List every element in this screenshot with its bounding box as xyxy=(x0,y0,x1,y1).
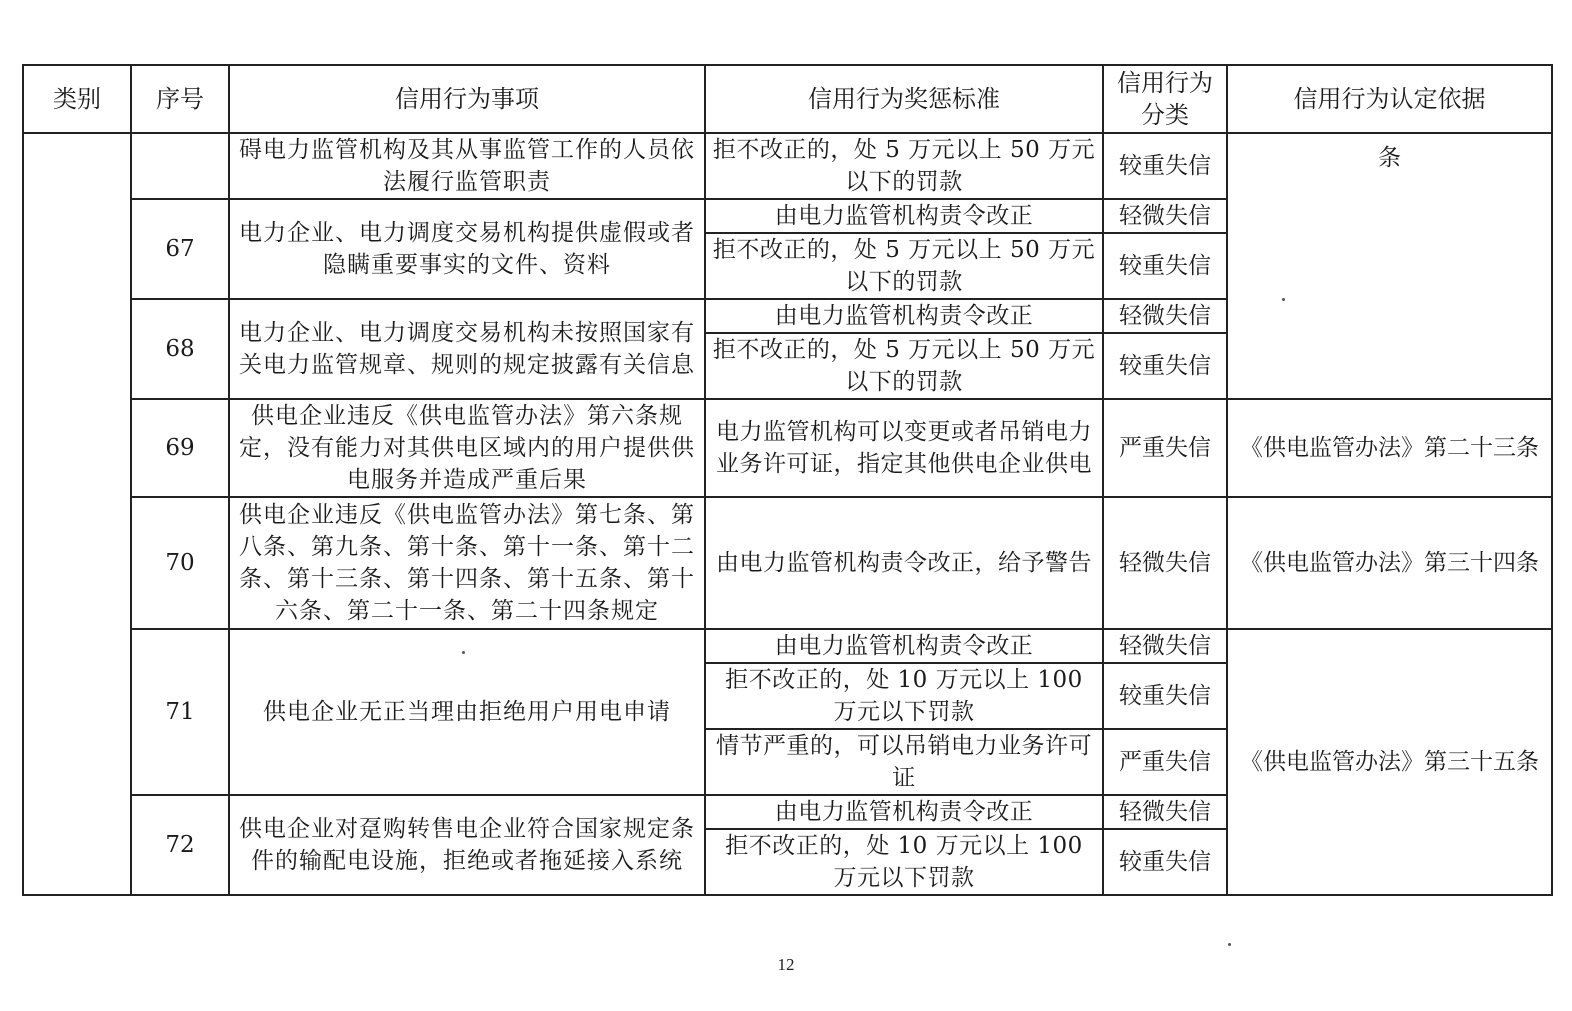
classification-cell: 轻微失信 xyxy=(1103,299,1227,333)
table-row xyxy=(23,497,1552,629)
category-cell xyxy=(23,133,131,895)
matter-cell: 电力企业、电力调度交易机构提供虚假或者隐瞒重要事实的文件、资料 xyxy=(229,199,705,299)
page-number: 12 xyxy=(777,955,795,974)
credit-behavior-table-container xyxy=(22,64,1551,896)
number-cell: 72 xyxy=(131,795,229,895)
basis-cell: 条 xyxy=(1227,133,1552,399)
classification-cell: 较重失信 xyxy=(1103,333,1227,399)
number-cell: 70 xyxy=(131,497,229,629)
header-matter: 信用行为事项 xyxy=(229,65,705,133)
classification-cell: 严重失信 xyxy=(1103,399,1227,497)
standard-cell: 由电力监管机构责令改正 xyxy=(705,199,1103,233)
matter-cell: 供电企业对趸购转售电企业符合国家规定条件的输配电设施，拒绝或者拖延接入系统 xyxy=(229,795,705,895)
standard-cell: 由电力监管机构责令改正，给予警告 xyxy=(705,497,1103,629)
classification-cell: 较重失信 xyxy=(1103,133,1227,199)
table-row xyxy=(23,399,1552,497)
header-classification: 信用行为分类 xyxy=(1103,65,1227,133)
header-basis: 信用行为认定依据 xyxy=(1227,65,1552,133)
number-cell xyxy=(131,133,229,199)
basis-cell: 《供电监管办法》第二十三条 xyxy=(1227,399,1552,497)
number-cell: 68 xyxy=(131,299,229,399)
header-row xyxy=(23,65,1552,133)
scan-speck xyxy=(1228,943,1231,946)
header-number: 序号 xyxy=(131,65,229,133)
classification-cell: 轻微失信 xyxy=(1103,199,1227,233)
classification-cell: 较重失信 xyxy=(1103,663,1227,729)
scan-speck xyxy=(462,651,465,654)
classification-cell: 较重失信 xyxy=(1103,233,1227,299)
standard-cell: 拒不改正的，处 10 万元以上 100 万元以下罚款 xyxy=(705,663,1103,729)
matter-cell: 供电企业违反《供电监管办法》第七条、第八条、第九条、第十条、第十一条、第十二条、第十三条、第十四条、第十五条、第十六条、第二十一条、第二十四条规定 xyxy=(229,497,705,629)
matter-cell: 供电企业无正当理由拒绝用户用电申请 xyxy=(229,629,705,795)
classification-cell: 较重失信 xyxy=(1103,829,1227,895)
number-cell: 71 xyxy=(131,629,229,795)
header-category: 类别 xyxy=(23,65,131,133)
number-cell: 67 xyxy=(131,199,229,299)
basis-cell: 《供电监管办法》第三十四条 xyxy=(1227,497,1552,629)
standard-cell: 电力监管机构可以变更或者吊销电力业务许可证，指定其他供电企业供电 xyxy=(705,399,1103,497)
number-cell: 69 xyxy=(131,399,229,497)
standard-cell: 拒不改正的，处 5 万元以上 50 万元以下的罚款 xyxy=(705,133,1103,199)
classification-cell: 轻微失信 xyxy=(1103,497,1227,629)
standard-cell: 情节严重的，可以吊销电力业务许可证 xyxy=(705,729,1103,795)
matter-cell: 电力企业、电力调度交易机构未按照国家有关电力监管规章、规则的规定披露有关信息 xyxy=(229,299,705,399)
credit-behavior-table xyxy=(22,64,1553,896)
classification-cell: 严重失信 xyxy=(1103,729,1227,795)
basis-cell: 《供电监管办法》第三十五条 xyxy=(1227,629,1552,895)
standard-cell: 拒不改正的，处 5 万元以上 50 万元以下的罚款 xyxy=(705,233,1103,299)
standard-cell: 由电力监管机构责令改正 xyxy=(705,795,1103,829)
classification-cell: 轻微失信 xyxy=(1103,629,1227,663)
header-standard: 信用行为奖惩标准 xyxy=(705,65,1103,133)
standard-cell: 由电力监管机构责令改正 xyxy=(705,299,1103,333)
table-row xyxy=(23,133,1552,199)
standard-cell: 由电力监管机构责令改正 xyxy=(705,629,1103,663)
matter-cell: 供电企业违反《供电监管办法》第六条规定，没有能力对其供电区域内的用户提供供电服务并造成严重后果 xyxy=(229,399,705,497)
standard-cell: 拒不改正的，处 10 万元以上 100 万元以下罚款 xyxy=(705,829,1103,895)
matter-cell: 碍电力监管机构及其从事监管工作的人员依法履行监管职责 xyxy=(229,133,705,199)
classification-cell: 轻微失信 xyxy=(1103,795,1227,829)
table-row xyxy=(23,629,1552,663)
standard-cell: 拒不改正的，处 5 万元以上 50 万元以下的罚款 xyxy=(705,333,1103,399)
scan-speck xyxy=(1282,298,1285,301)
